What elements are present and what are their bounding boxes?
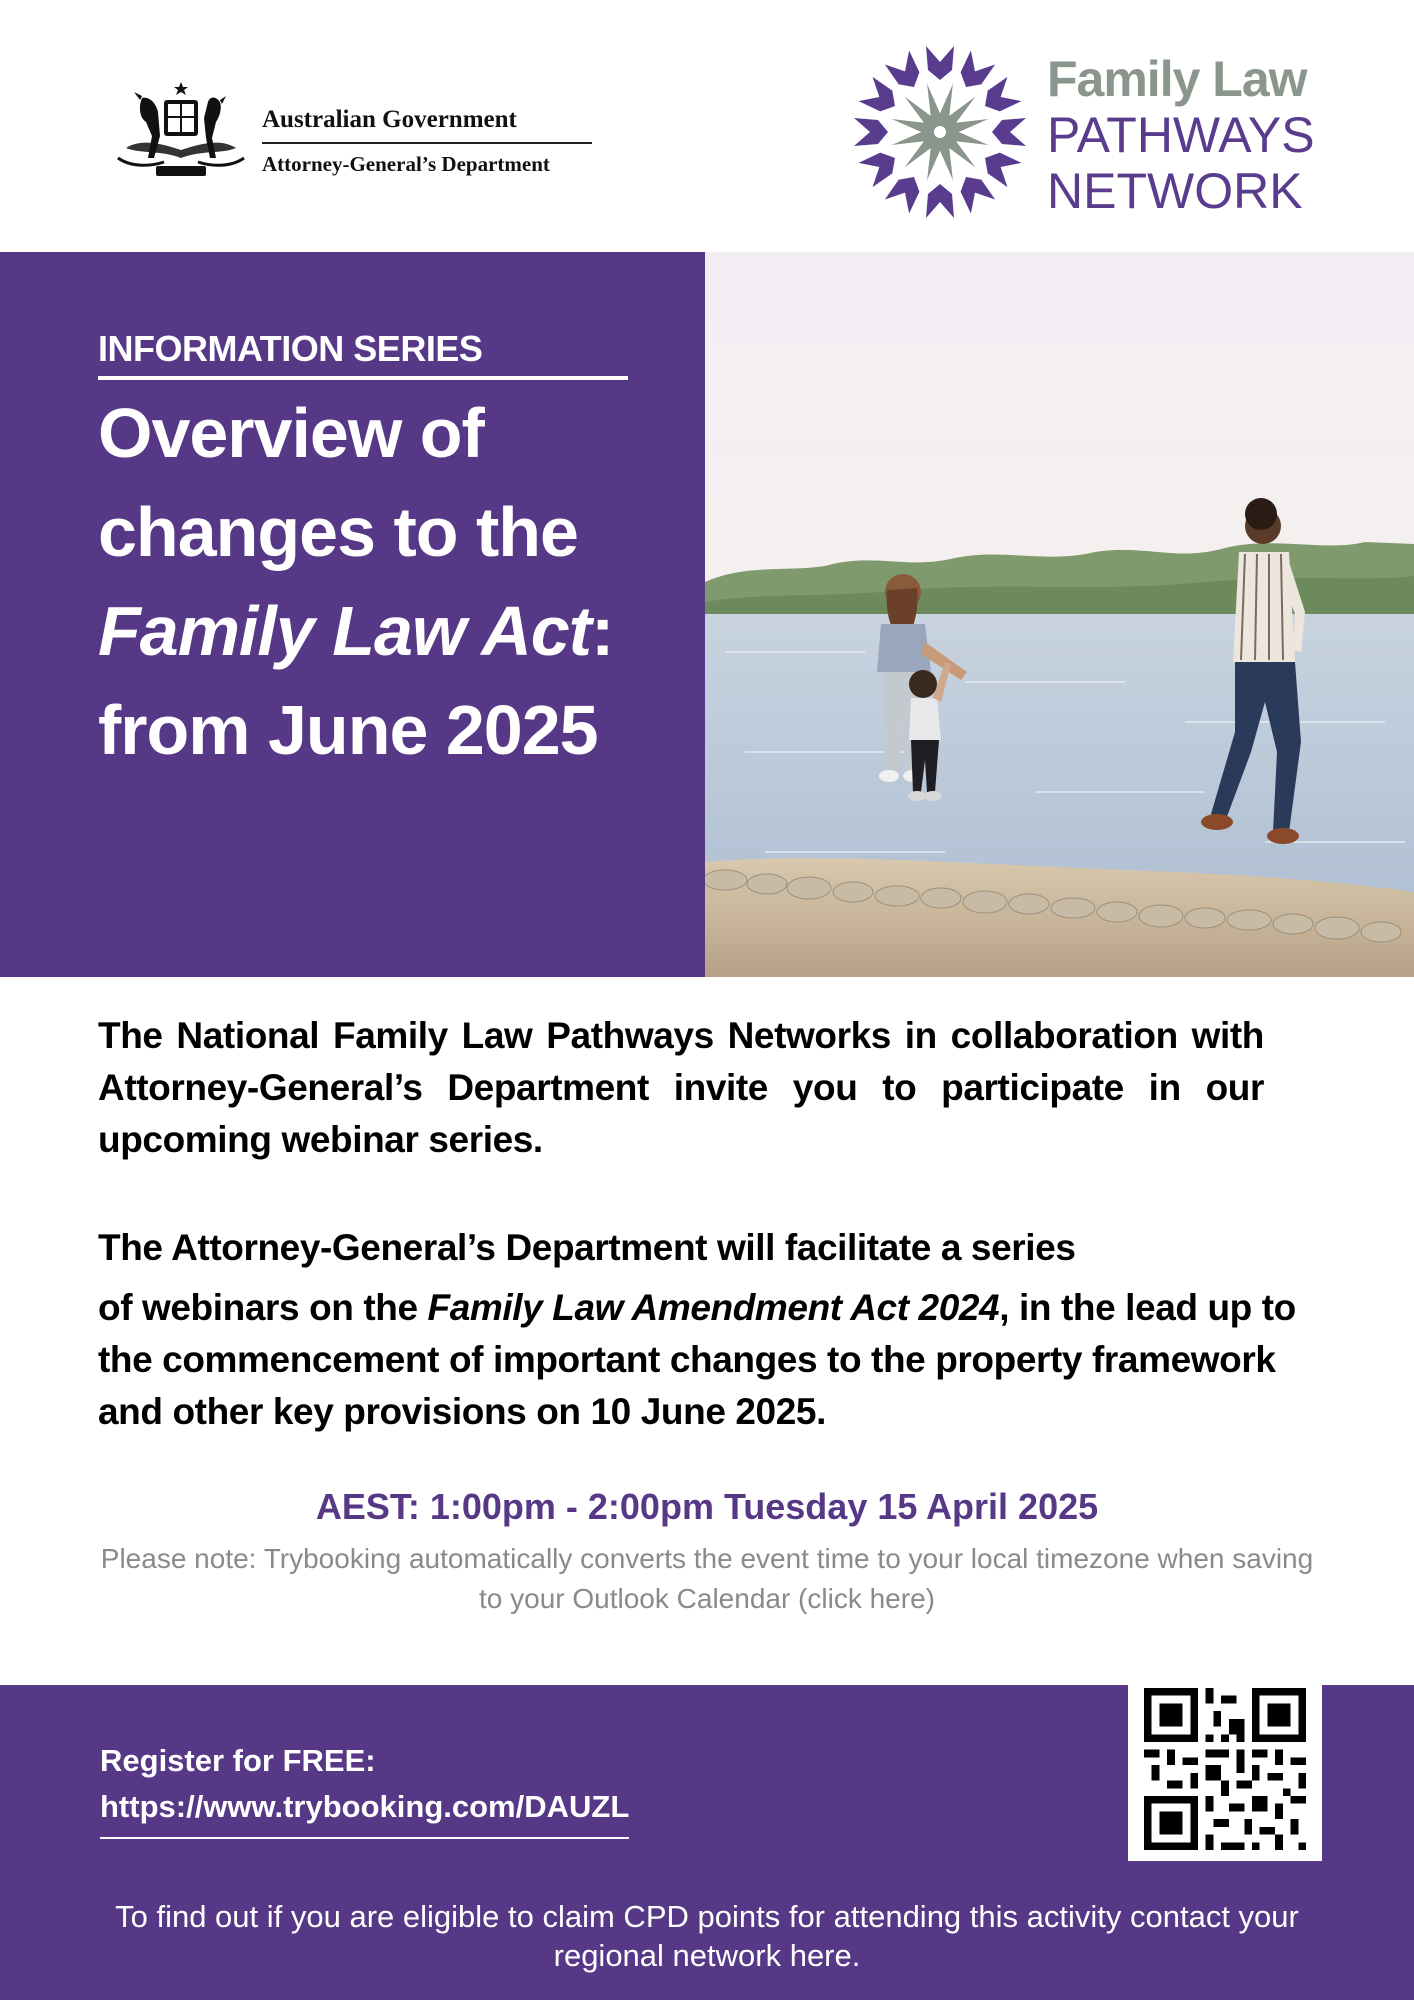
australian-government-logo [112,78,602,184]
title-line-3 [98,582,678,681]
family-by-lake-photo [705,252,1414,977]
page-title [98,384,678,780]
description-paragraph [98,1222,1338,1438]
department-name: Attorney-General’s Department [262,152,550,176]
qr-code-icon [1144,1688,1306,1850]
title-line-2: changes to the [98,493,578,571]
intro-paragraph: The National Family Law Pathways Networks in collaboration with Attorney-General’s Department invite you to participate in our upcoming webinar series. [98,1015,1264,1160]
description-post: , in the lead up to the commencement of important changes to the property framework and other key provisions on 10 June 2025. [98,1287,1296,1432]
network-name-line1: Family Law [1047,51,1307,107]
network-name-line3: NETWORK [1047,163,1303,219]
series-label: INFORMATION SERIES [98,328,483,369]
register-label: Register for FREE: [100,1743,376,1778]
amendment-act-name: Family Law Amendment Act 2024 [427,1287,1000,1328]
description-rest [98,1282,1338,1438]
description-pre: of webinars on the [98,1287,428,1328]
title-line-1: Overview of [98,394,484,472]
description-line-1: The Attorney-General’s Department will facilitate a series [98,1227,1076,1268]
timezone-note-link[interactable]: Please note: Trybooking automatically converts the event time to your local timezone when saving to your Outlook Calendar (click here) [100,1543,1314,1614]
photo-illustration [705,252,1414,977]
family-law-pathways-network-logo [852,44,1315,224]
cpd-note-link[interactable]: To find out if you are eligible to claim CPD points for attending this activity contact your regional network here. [115,1899,1299,1973]
registration-footer [0,1685,1414,2000]
register-link[interactable]: https://www.trybooking.com/DAUZL [100,1789,629,1839]
event-time: AEST: 1:00pm - 2:00pm Tuesday 15 April 2025 [315,1486,1099,1527]
series-divider [98,376,628,380]
australian-coat-of-arms-icon [112,78,250,184]
title-colon: : [591,592,614,670]
network-name-line2: PATHWAYS [1047,107,1315,163]
hero-title-panel [0,252,705,977]
gov-name: Australian Government [262,106,592,144]
qr-code[interactable] [1128,1685,1322,1861]
flpn-flower-logo-icon [852,44,1028,220]
title-line-4: from June 2025 [98,691,598,769]
title-act-name: Family Law Act [98,592,591,670]
